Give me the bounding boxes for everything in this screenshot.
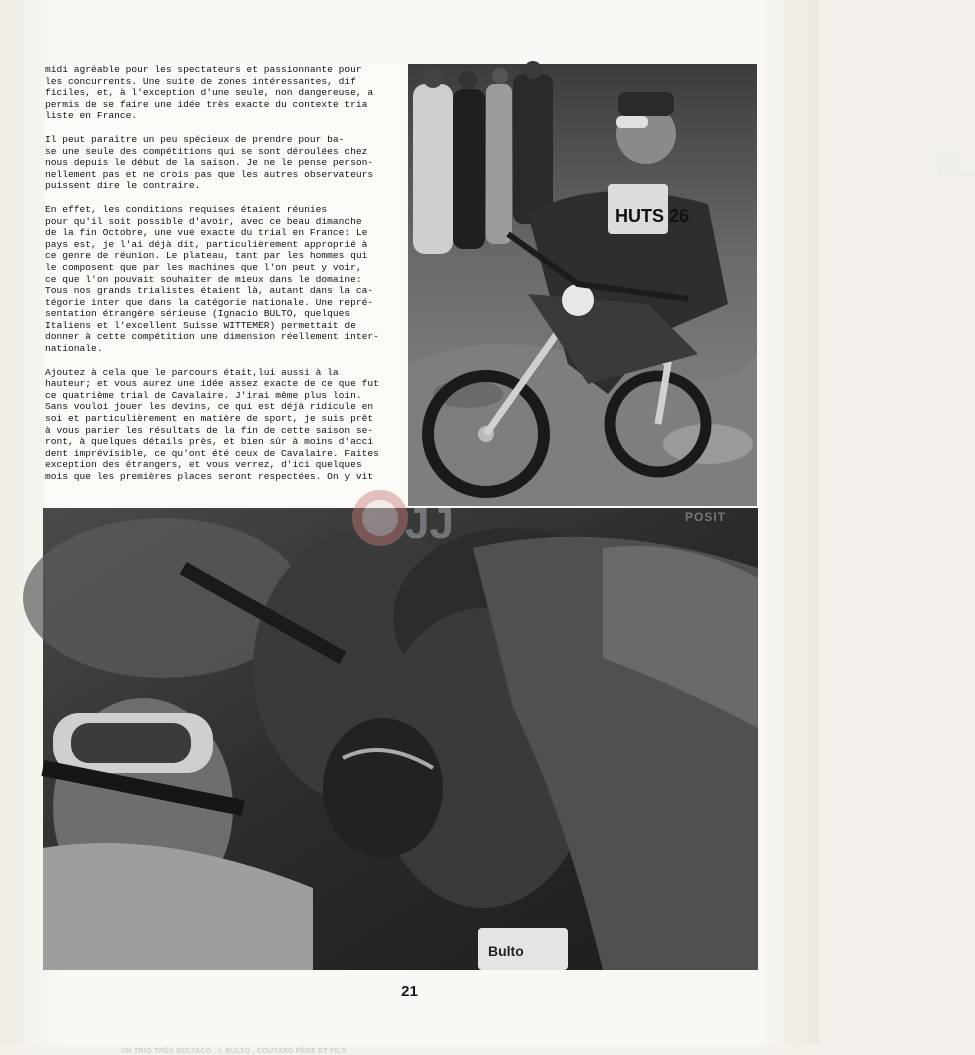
rider-bib-label: Bulto [488, 943, 524, 959]
article-paragraph-1: midi agréable pour les spectateurs et passionnante pour les concurrents. Une suite de zones intéressantes, dif ficiles, et, à l'exception d'une seule, non dangereuse, a permis de se faire une idée très exacte du contexte tria liste en France. [45, 64, 374, 122]
bottom-photo-caption: UN TRIO TRÈS BULTACO : I. BULTO , COUTARD PÈRE ET FILS [121, 1048, 347, 1055]
article-paragraph-2: Il peut paraître un peu spécieux de prendre pour ba- se une seule des compétitions qui se sont déroulées chez nous depuis le début de la saison. Je ne le pense person- nellement pas et ne crois pas que les autres observateurs puissent dire le contraire. [45, 133, 374, 192]
rider-on-motorcycle-photo [408, 64, 975, 506]
rider-jersey-number: HUTS 26 [615, 206, 690, 226]
page-number: 21 [401, 983, 418, 1000]
watermark-logo-text: JJ [405, 499, 454, 548]
article-paragraph-4: Ajoutez à cela que le parcours était,lui aussi à la hauteur; et vous aurez une idée assez exacte de ce que fut ce quatrième trial de Cavalaire. J'irai même plus loin. Sans vouloi jouer les devins, ce qui est déjà ridicule en soi et particulièrement en matière de sport, je suis prêt à vous parier les résultats de la fin de cette saison se- ront, à quelques détails près, et bien sûr à moins d'acci dent imprévisible, ce qu'ont été ceux de Cavalaire. Faites exception des étrangers, et vous verrez, d'ici quelques mois que les premières places seront respectées. On y vit [45, 366, 379, 482]
article-text-column [45, 64, 405, 506]
watermark-side-text: POSIT [685, 510, 727, 524]
top-photo-caption: UN ... TRÈS BON ... NOUVEAU [938, 150, 975, 178]
article-paragraph-3: En effet, les conditions requises étaient réunies pour qu'il soit possible d'avoir, avec ce beau dimanche de la fin Octobre, une vue exacte du trial en France: Le pays est, je l'ai déjà dit, particulièrement approprié à ce genre de réunion. Le plateau, tant par les hommes qui le composent que par les machines que l'on peut y voir, ce que l'on pouvait souhaiter de mieux dans le domaine: Tous nos grands trialistes étaient là, autant dans la ca- tégorie inter que dans la catégorie nationale. Une repré- sentation étrangère sérieuse (Ignacio BULTO, quelques Italiens et l'excellent Suisse WITTEMER) permettait de donner à cette compétition une dimension réellement inter- nationale. [45, 203, 379, 355]
scanner-watermark-logo [345, 478, 470, 568]
